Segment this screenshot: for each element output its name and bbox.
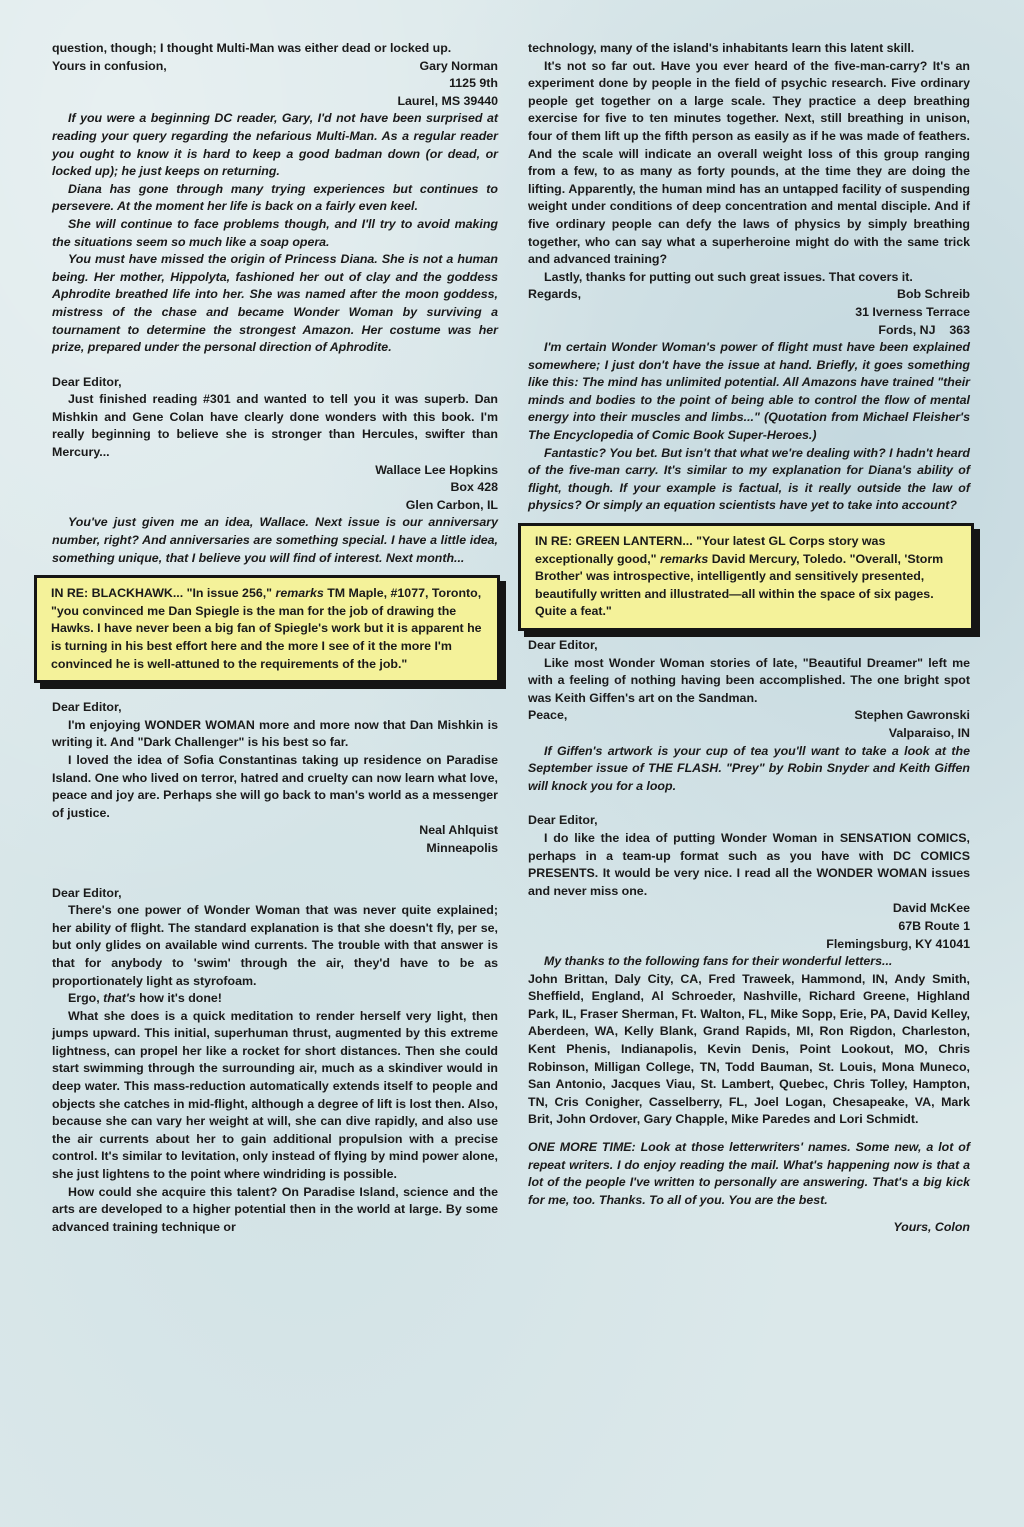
letter-text: What she does is a quick meditation to render herself very light, then jumps upward. This initial, superhuman thrust, augmented by this extreme lightness, can propel her like a rocket for short distances. Then she could start swimming through the surrounding air, much as a skindiver would in deep water. This mass-reduction automatically extends itself to people and objects she catches in mid-flight, although a degree of lift is lost then. Also, because she can vary her weight at will, she can dive rapidly, and also use the air currents about her to gain additional propulsion with a precise control. It's similar to levitation, only instead of flying by mind power alone, she just lightens to the point where windriding is possible. — [52, 1008, 498, 1182]
letter-text: There's one power of Wonder Woman that was never quite explained; her ability of flight. The standard explanation is that she doesn't fly, per se, but only glides on available wind currents. The trouble with that answer is that for anybody to 'swim' through the air, they'd have to be as proportionately light as styrofoam. — [52, 903, 498, 988]
box-remarks: remarks — [275, 586, 324, 601]
letter-author: Bob Schreib — [897, 287, 970, 302]
signature-row — [528, 707, 970, 725]
letter-text: I do like the idea of putting Wonder Woman in SENSATION COMICS, perhaps in a team-up format such as you have with DC COMICS PRESENTS. It would be very nice. I read all the WONDER WOMAN issues and never miss one. — [528, 830, 970, 898]
text-part: how it's done! — [139, 991, 222, 1006]
text-part: Ergo, — [68, 991, 100, 1006]
author-address: Box 428 — [450, 480, 498, 495]
thanks-intro: My thanks to the following fans for their wonderful letters... — [544, 954, 893, 969]
letter-text: Just finished reading #301 and wanted to tell you it was superb. Dan Mishkin and Gene Colan have clearly done wonders with this book. I'm really beginning to believe she is stronger than Hercules, swifter than Mercury... — [52, 392, 498, 460]
editor-reply: She will continue to face problems though, and I'll try to avoid making the situations seem so much like a soap opera. — [52, 216, 498, 249]
box-author: David Mercury, Toledo. — [711, 551, 847, 566]
letter-text: I'm enjoying WONDER WOMAN more and more now that Dan Mishkin is writing it. And "Dark Challenger" is his best so far. — [52, 717, 498, 750]
author-address: Minneapolis — [426, 840, 498, 855]
box-author: TM Maple, #1077, Toronto, — [327, 586, 482, 601]
right-column — [528, 40, 970, 1237]
salutation: Dear Editor, — [52, 700, 122, 715]
salutation: Dear Editor, — [52, 374, 122, 389]
closing: Peace, — [528, 708, 568, 723]
box-quote: "you convinced me Dan Spiegle is the man for the job of drawing the Hawks. I have never been a big fan of Spiegle's work but it is apparent he is turning in his best effort here and the more I see of it the more I'm convinced he is well-attuned to the requirements of the job." — [51, 603, 482, 671]
letter-text: technology, many of the island's inhabitants learn this latent skill. — [528, 41, 915, 55]
letter-author: Neal Ahlquist — [419, 823, 498, 838]
fan-names-list: John Brittan, Daly City, CA, Fred Traweek, Hammond, IN, Andy Smith, Sheffield, England, Al Schroeder, Nashville, Richard Greene, Highland Park, IL, Fraser Sherman, Ft. Walton, FL, Mike Sopp, Erie, PA, David Kelley, Aberdeen, WA, Kelly Blank, Grand Rapids, MI, Ron Rigdon, Charleston, Kent Phenis, Indianapolis, Kevin Denis, Point Lookout, MO, Chris Robinson, Milligan College, TN, Todd Bauman, St. Louis, Mona Muneco, San Antonio, Jacques Viau, St. Lambert, Quebec, Chris Tolley, Hampton, TN, Cris Conigher, Casselberry, FL, Joel Logan, Chesapeake, VA, Mark Brit, John Ordover, Gary Chapple, Mike Paredes and Lori Schmidt. — [528, 971, 970, 1127]
author-address: 31 Iverness Terrace — [855, 304, 970, 319]
letter-text: Like most Wonder Woman stories of late, "Beautiful Dreamer" left me with a feeling of nothing having been accomplished. The one bright spot was Keith Giffen's art on the Sandman. — [528, 655, 970, 705]
editor-reply: You must have missed the origin of Princess Diana. She is not a human being. Her mother, Hippolyta, fashioned her out of clay and the goddess Aphrodite breathed life into her. She was named after the moon goddess, mistress of the chase and became Wonder Woman by surviving a tournament to determine the strongest Amazon. Her costume was her prize, prepared under the personal direction of Aphrodite. — [52, 252, 498, 355]
in-re-green-lantern-box — [518, 523, 974, 631]
letter-text: I loved the idea of Sofia Constantinas taking up residence on Paradise Island. One who lived on terror, hatred and cruelty can now learn what love, peace and joy are. Perhaps she will go back to man's world as a messenger of justice. — [52, 752, 498, 820]
author-address: Valparaiso, IN — [888, 725, 970, 740]
editor-reply: Fantastic? You bet. But isn't that what we're dealing with? I hadn't heard of the five-man carry. It's similar to my explanation for Diana's ability of flight, though. If your example is factual, is it really outside the law of physics? Or simply an equation scientists have yet to take into account? — [528, 445, 970, 513]
author-address: 67B Route 1 — [898, 918, 970, 933]
letter-text: It's not so far out. Have you ever heard of the five-man-carry? It's an experiment done by people in the field of psychic research. Five ordinary people get together on a large scale. They practice a deep breathing exercise for five to ten minutes together. Next, still breathing in unison, four of them lift up the fifth person as easily as if he was made of feathers. And the scale will indicate an overall weight loss of this group ranging from a few, to as many as forty pounds, at the time they are doing the lifting. Apparently, the human mind has an untapped facility of suspending weight under conditions of deep concentration and mental disciple. And if five ordinary people can defy the laws of physics by simply breathing together, who can say what a superheroine might do with the same trick and advanced training? — [528, 58, 970, 267]
editor-closing-note: ONE MORE TIME: Look at those letterwriters' names. Some new, a lot of repeat writers. I do enjoy reading the mail. What's happening now is that a lot of the people I've written to personally are answering. That's a big kick for me, too. Thanks. To all of you. You are the best. — [528, 1140, 970, 1207]
box-lead: IN RE: BLACKHAWK... "In issue 256," — [51, 586, 273, 601]
closing: Regards, — [528, 287, 582, 302]
editor-reply: I'm certain Wonder Woman's power of flight must have been explained somewhere; I just don't have the issue at hand. Briefly, it goes something like this: The mind has unlimited potential. All Amazons have trained "their minds and bodies to the point of being able to control the flow of mental energy into their muscles and limbs..." (Quotation from Michael Fleisher's The Encyclopedia of Comic Book Super-Heroes.) — [528, 340, 970, 443]
letter-text: Lastly, thanks for putting out such great issues. That covers it. — [544, 269, 913, 284]
letter-author: Gary Norman — [419, 58, 498, 73]
editor-reply: If you were a beginning DC reader, Gary, I'd not have been surprised at reading your query regarding the nefarious Multi-Man. As a regular reader you ought to know it is hard to keep a good badman down (or dead, or locked up); he just keeps on returning. — [52, 111, 498, 179]
letter-text: question, though; I thought Multi-Man was either dead or locked up. — [52, 41, 452, 55]
author-address: Laurel, MS 39440 — [397, 93, 498, 108]
salutation: Dear Editor, — [52, 885, 122, 900]
address-zip: 363 — [949, 322, 970, 337]
in-re-blackhawk-box — [34, 575, 500, 683]
editor-signoff: Yours, Colon — [893, 1220, 970, 1235]
author-address: 1125 9th — [449, 76, 498, 91]
signature-row — [528, 286, 970, 304]
editor-reply: If Giffen's artwork is your cup of tea you'll want to take a look at the September issue of THE FLASH. "Prey" by Robin Snyder and Keith Giffen will knock you for a loop. — [528, 743, 970, 793]
box-text — [535, 533, 961, 621]
address-city: Fords, NJ — [878, 322, 936, 337]
author-address: Glen Carbon, IL — [405, 497, 498, 512]
letter-text — [52, 990, 498, 1008]
author-address — [528, 322, 970, 340]
box-remarks: remarks — [660, 551, 709, 566]
box-quote: "Overall, 'Storm Brother' was introspective, intelligently and sensitively presented, beautifully written and illustrated—all within the space of six pages. Quite a feat." — [535, 551, 944, 619]
letter-text: How could she acquire this talent? On Paradise Island, science and the arts are developed to a higher potential then in the world at large. By some advanced training technique or — [52, 1184, 498, 1234]
closing: Yours in confusion, — [52, 58, 167, 73]
letter-author: Stephen Gawronski — [854, 708, 970, 723]
box-text — [51, 585, 487, 673]
editor-reply: You've just given me an idea, Wallace. Next issue is our anniversary number, right? And anniversaries are something special. I have a little idea, something unique, that I believe you will find of interest. Next month... — [52, 515, 498, 565]
author-address: Flemingsburg, KY 41041 — [826, 936, 970, 951]
signature-row — [52, 58, 498, 76]
salutation: Dear Editor, — [528, 813, 598, 828]
letter-author: Wallace Lee Hopkins — [375, 462, 498, 477]
left-column — [52, 40, 498, 1236]
box-lead: IN RE: GREEN LANTERN... "Your latest GL Corps story was exceptionally good," — [535, 534, 886, 566]
salutation: Dear Editor, — [528, 638, 598, 652]
text-part: that's — [103, 991, 136, 1006]
editor-reply: Diana has gone through many trying experiences but continues to persevere. At the moment her life is back on a fairly even keel. — [52, 181, 498, 214]
letter-author: David McKee — [892, 901, 970, 916]
